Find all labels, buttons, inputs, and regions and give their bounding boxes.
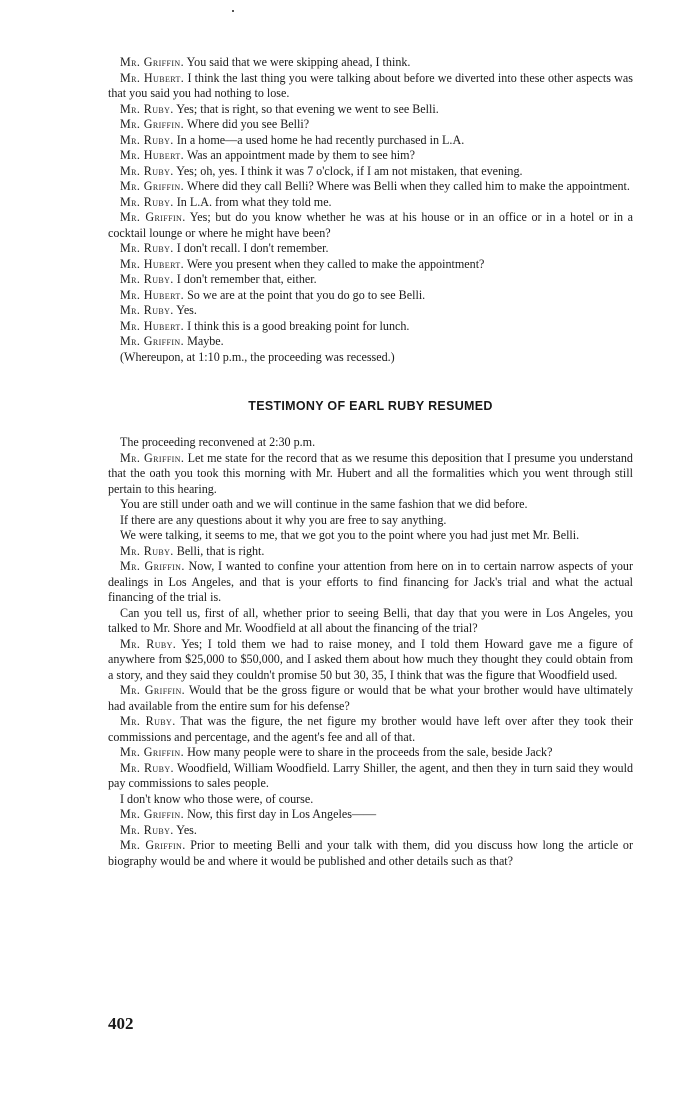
transcript-paragraph <box>108 792 633 808</box>
paragraph-text: That was the figure, the net figure my brother would have left over after they took their commissions and percentage, and the agent's fee and all of that. <box>108 714 633 744</box>
speaker-label: Mr. Hubert. <box>120 287 185 302</box>
speaker-label: Mr. Griffin. <box>120 807 185 821</box>
speaker-label: Mr. Ruby. <box>120 241 174 255</box>
transcript-paragraph <box>108 559 633 606</box>
paragraph-text: Were you present when they called to make the appointment? <box>186 256 485 271</box>
paragraph-text: Yes; that is right, so that evening we went to see Belli. <box>176 101 439 116</box>
paragraph-text: We were talking, it seems to me, that we got you to the point where you had just met Mr. Belli. <box>120 528 580 542</box>
transcript-paragraph <box>108 683 633 714</box>
transcript-paragraph <box>108 334 633 350</box>
paragraph-text: In a home—a used home he had recently purchased in L.A. <box>176 132 465 147</box>
paragraph-text: If there are any questions about it why you are free to say anything. <box>120 512 447 527</box>
speaker-label: Mr. Ruby. <box>120 132 174 147</box>
transcript-paragraph <box>108 451 633 498</box>
transcript-paragraph <box>108 257 633 273</box>
speaker-label: Mr. Griffin. <box>120 450 185 465</box>
transcript-paragraph <box>108 350 633 366</box>
transcript-paragraph <box>108 714 633 745</box>
transcript-paragraph <box>108 528 633 544</box>
speaker-label: Mr. Griffin. <box>120 55 185 69</box>
paragraph-text: How many people were to share in the proceeds from the sale, beside Jack? <box>187 745 553 759</box>
paragraph-text: Was an appointment made by them to see him? <box>186 148 415 162</box>
paragraph-text: I think this is a good breaking point for lunch. <box>187 318 410 333</box>
transcript-paragraph <box>108 838 633 869</box>
paragraph-text: Yes. <box>176 822 197 837</box>
transcript-paragraph <box>108 497 633 513</box>
transcript-paragraph <box>108 272 633 288</box>
paragraph-text: Let me state for the record that as we resume this deposition that I presume you understand that the oath you took this morning with Mr. Hubert and all the formalities which you went through still pertain to this hearing. <box>108 450 633 496</box>
transcript-paragraph <box>108 807 633 823</box>
transcript-paragraph <box>108 55 633 71</box>
transcript-paragraph <box>108 513 633 529</box>
speaker-label: Mr. Ruby. <box>120 822 174 837</box>
transcript-paragraph <box>108 133 633 149</box>
section-heading: TESTIMONY OF EARL RUBY RESUMED <box>248 399 493 413</box>
speaker-label: Mr. Ruby. <box>120 303 174 317</box>
transcript-page <box>108 55 633 869</box>
paragraph-text: You are still under oath and we will continue in the same fashion that we did before. <box>120 497 528 511</box>
speaker-label: Mr. Griffin. <box>120 559 185 573</box>
speaker-label: Mr. Ruby. <box>120 272 174 286</box>
speaker-label: Mr. Hubert. <box>120 70 185 85</box>
paragraph-text: The proceeding reconvened at 2:30 p.m. <box>120 435 316 449</box>
transcript-paragraph <box>108 164 633 180</box>
speaker-label: Mr. Griffin. <box>120 179 185 193</box>
paragraph-text: Where did you see Belli? <box>186 117 310 131</box>
testimony-after-recess <box>108 435 633 869</box>
page-number: 402 <box>108 1014 134 1033</box>
transcript-paragraph <box>108 823 633 839</box>
paragraph-text: Yes; but do you know whether he was at his house or in an office or in a hotel or in a cocktail lounge or where he might have been? <box>108 210 633 240</box>
transcript-paragraph <box>108 288 633 304</box>
paragraph-text: So we are at the point that you do go to see Belli. <box>187 287 426 302</box>
speaker-label: Mr. Ruby. <box>120 543 174 558</box>
speaker-label: Mr. Ruby. <box>120 636 177 651</box>
speaker-label: Mr. Griffin. <box>120 210 186 224</box>
paragraph-text: Where did they call Belli? Where was Belli when they called him to make the appointment. <box>186 179 630 193</box>
paragraph-text: In L.A. from what they told me. <box>176 194 332 209</box>
paragraph-text: Woodfield, William Woodfield. Larry Shiller, the agent, and then they in turn said they would pay commissions to sales people. <box>108 760 633 790</box>
transcript-paragraph <box>108 71 633 102</box>
transcript-paragraph <box>108 606 633 637</box>
paragraph-text: Prior to meeting Belli and your talk with them, did you discuss how long the article or biography would be and where it would be published and other details such as that? <box>108 838 633 868</box>
transcript-paragraph <box>108 745 633 761</box>
transcript-paragraph <box>108 102 633 118</box>
paragraph-text: You said that we were skipping ahead, I think. <box>186 55 411 69</box>
transcript-paragraph <box>108 241 633 257</box>
speaker-label: Mr. Ruby. <box>120 163 174 178</box>
speaker-label: Mr. Ruby. <box>120 760 174 775</box>
paragraph-text: Would that be the gross figure or would that be what your brother would have ultimately had available from the entire sum for his defense? <box>108 683 633 713</box>
transcript-paragraph <box>108 319 633 335</box>
transcript-paragraph <box>108 117 633 133</box>
speaker-label: Mr. Ruby. <box>120 194 174 209</box>
speaker-label: Mr. Hubert. <box>120 318 185 333</box>
speaker-label: Mr. Griffin. <box>120 334 185 348</box>
testimony-before-recess <box>108 55 633 365</box>
paragraph-text: I don't remember that, either. <box>176 272 317 286</box>
paragraph-text: Now, this first day in Los Angeles—— <box>187 807 377 821</box>
paragraph-text: Maybe. <box>187 334 224 348</box>
speaker-label: Mr. Ruby. <box>120 101 174 116</box>
paragraph-text: Now, I wanted to confine your attention from here on in to certain narrow aspects of your dealings in Los Angeles, and that is your efforts to find financing for Jack's trial and what the actual financing of the trial is. <box>108 559 633 604</box>
speaker-label: Mr. Hubert. <box>120 148 185 162</box>
paragraph-text: Yes. <box>176 303 197 317</box>
paragraph-text: I think the last thing you were talking about before we diverted into these other aspects was that you said you had nothing to lose. <box>108 70 633 100</box>
paragraph-text: Yes; I told them we had to raise money, and I told them Howard gave me a figure of anywhere from $25,000 to $50,000, and I asked them about how much they thought they could obtain from a story, and they said they couldn't promise 50 but 30, 35, I think that was the figure that Woodfield used. <box>108 636 633 682</box>
transcript-paragraph <box>108 148 633 164</box>
transcript-paragraph <box>108 195 633 211</box>
paragraph-text: (Whereupon, at 1:10 p.m., the proceeding was recessed.) <box>120 349 395 364</box>
transcript-paragraph <box>108 761 633 792</box>
transcript-paragraph <box>108 637 633 684</box>
speaker-label: Mr. Griffin. <box>120 117 185 131</box>
speaker-label: Mr. Hubert. <box>120 256 185 271</box>
speaker-label: Mr. Griffin. <box>120 683 186 697</box>
speaker-label: Mr. Ruby. <box>120 714 176 728</box>
paragraph-text: I don't recall. I don't remember. <box>176 241 329 255</box>
paragraph-text: Can you tell us, first of all, whether prior to seeing Belli, that day that you were in Los Angeles, you talked to Mr. Shore and Mr. Woodfield at all about the financing of the trial? <box>108 605 633 635</box>
speaker-label: Mr. Griffin. <box>120 745 185 759</box>
paragraph-text: Belli, that is right. <box>176 543 265 558</box>
transcript-paragraph <box>108 210 633 241</box>
transcript-paragraph <box>108 544 633 560</box>
paragraph-text: Yes; oh, yes. I think it was 7 o'clock, if I am not mistaken, that evening. <box>176 163 523 178</box>
transcript-paragraph <box>108 303 633 319</box>
speaker-label: Mr. Griffin. <box>120 838 186 852</box>
transcript-paragraph <box>108 435 633 451</box>
transcript-paragraph <box>108 179 633 195</box>
scan-speck <box>232 10 234 12</box>
paragraph-text: I don't know who those were, of course. <box>120 791 314 806</box>
